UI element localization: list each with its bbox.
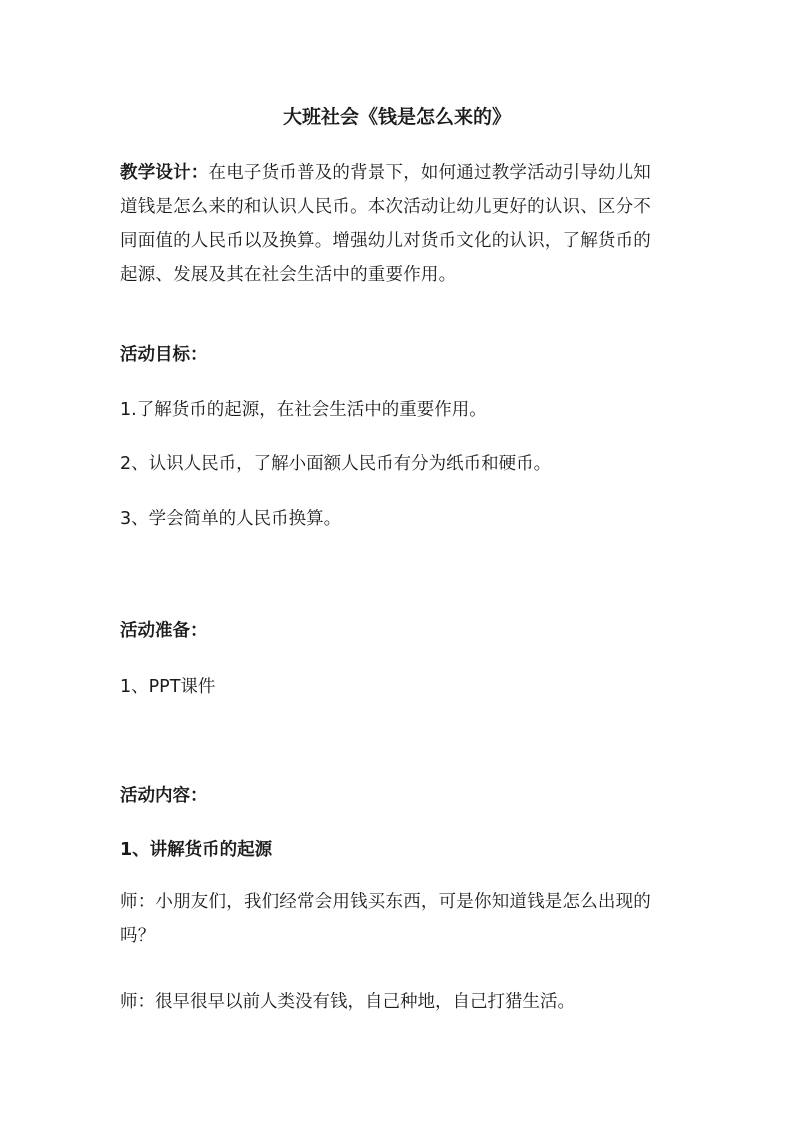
- goals-heading: 活动目标：: [120, 345, 208, 365]
- goal-item-1: 1.了解货币的起源，在社会生活中的重要作用。: [120, 400, 487, 420]
- intro-paragraph: [120, 156, 668, 292]
- content-heading: 活动内容：: [120, 786, 208, 806]
- prep-heading: 活动准备：: [120, 621, 208, 641]
- dialogue-line-2: 师：很早很早以前人类没有钱，自己种地，自己打猎生活。: [120, 992, 575, 1012]
- intro-label: 教学设计：: [120, 163, 209, 183]
- section1-title: 1、讲解货币的起源: [120, 840, 273, 860]
- intro-text: 在电子货币普及的背景下，如何通过教学活动引导幼儿知道钱是怎么来的和认识人民币。本次活动让幼儿更好的认识、区分不同面值的人民币以及换算。增强幼儿对货币文化的认识，了解货币的起源、发展及其在社会生活中的重要作用。: [120, 163, 651, 285]
- dialogue-line-1: 师：小朋友们，我们经常会用钱买东西，可是你知道钱是怎么出现的吗？: [120, 892, 651, 946]
- prep-item-1: 1、PPT课件: [120, 677, 216, 697]
- goal-item-3: 3、学会简单的人民币换算。: [120, 509, 342, 529]
- goal-item-2: 2、认识人民币，了解小面额人民币有分为纸币和硬币。: [120, 454, 552, 474]
- document-title: 大班社会《钱是怎么来的》: [282, 106, 511, 128]
